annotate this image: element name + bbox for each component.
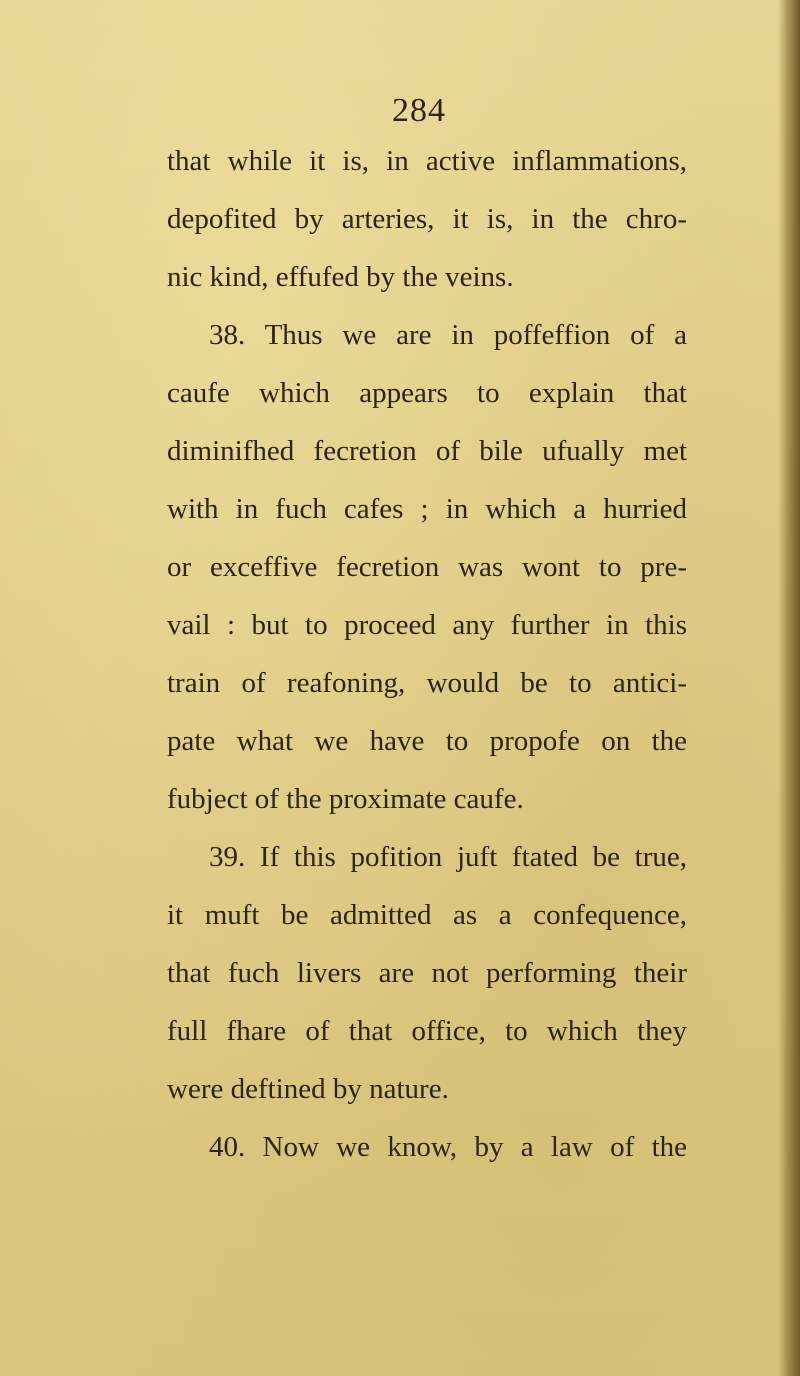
text-line: that while it is, in active inflammations, bbox=[167, 145, 687, 177]
text-line: diminifhed fecretion of bile ufually met bbox=[167, 435, 687, 467]
page-edge-shadow bbox=[778, 0, 800, 1376]
text-line: or exceffive fecretion was wont to pre- bbox=[167, 551, 687, 583]
text-line: nic kind, effufed by the veins. bbox=[167, 261, 514, 293]
paragraph-39-start: 39. If this pofition juft ftated be true, bbox=[209, 841, 687, 873]
text-line: full fhare of that office, to which they bbox=[167, 1015, 687, 1047]
text-line: depofited by arteries, it is, in the chro- bbox=[167, 203, 687, 235]
text-line: that fuch livers are not performing their bbox=[167, 957, 687, 989]
text-line: vail : but to proceed any further in this bbox=[167, 609, 687, 641]
text-line: with in fuch cafes ; in which a hurried bbox=[167, 493, 687, 525]
text-line: it muft be admitted as a confequence, bbox=[167, 899, 687, 931]
paragraph-40-start: 40. Now we know, by a law of the bbox=[209, 1131, 687, 1163]
text-line: were deftined by nature. bbox=[167, 1073, 449, 1105]
body-text bbox=[167, 132, 687, 1176]
text-line: caufe which appears to explain that bbox=[167, 377, 687, 409]
text-line: train of reafoning, would be to antici- bbox=[167, 667, 687, 699]
page-number: 284 bbox=[392, 92, 446, 129]
text-line: fubject of the proximate caufe. bbox=[167, 783, 524, 815]
paragraph-38-start: 38. Thus we are in poffeffion of a bbox=[209, 319, 687, 351]
text-line: pate what we have to propofe on the bbox=[167, 725, 687, 757]
